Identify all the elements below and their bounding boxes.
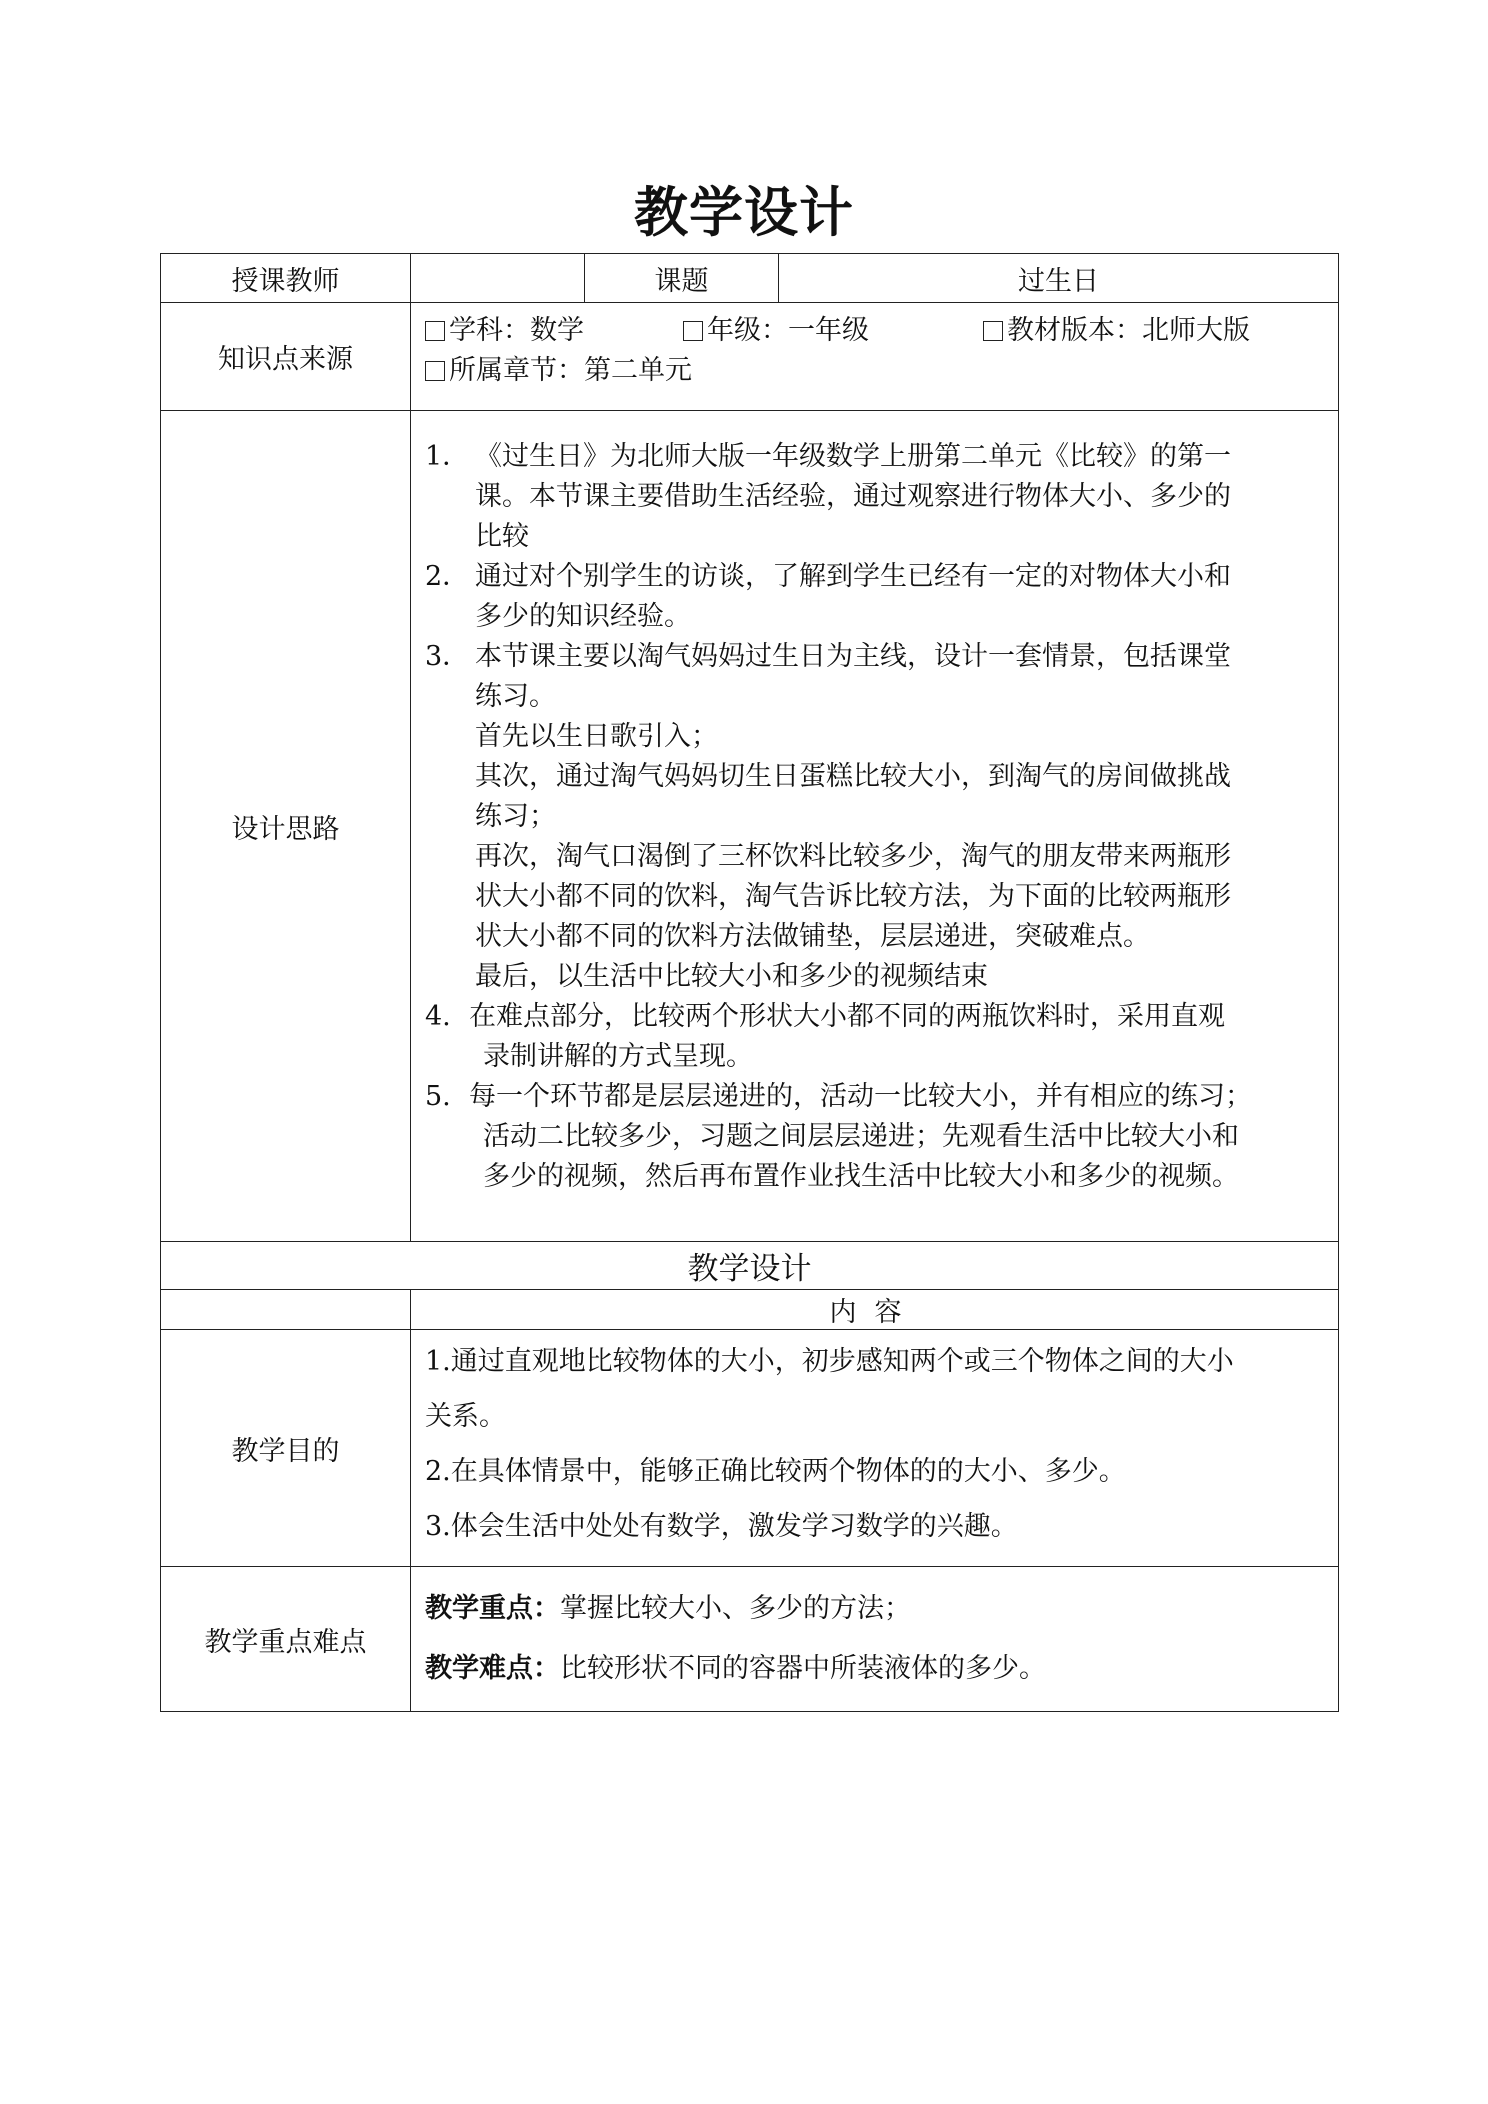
goal-label: 教学目的: [161, 1330, 411, 1567]
teacher-topic-row: [161, 254, 1339, 303]
key-points-label: 教学重点难点: [161, 1567, 411, 1712]
design-line: 多少的知识经验。: [475, 601, 691, 632]
design-item-number: 5.: [425, 1081, 451, 1112]
source-line-2: [425, 351, 1338, 391]
subject-item: [425, 311, 683, 351]
design-item-1: [425, 437, 1324, 557]
goal-line: 关系。: [425, 1401, 506, 1432]
design-item-number: 1．: [425, 441, 470, 472]
design-item-4: [425, 997, 1324, 1077]
content-header-row: [161, 1290, 1339, 1330]
design-line: 多少的视频，然后再布置作业找生活中比较大小和多少的视频。: [483, 1161, 1239, 1192]
goal-line: 1.通过直观地比较物体的大小，初步感知两个或三个物体之间的大小: [425, 1346, 1234, 1377]
knowledge-source-row: [161, 303, 1339, 411]
design-label: 设计思路: [161, 411, 411, 1242]
design-line: 比较: [475, 521, 529, 552]
design-line: 最后，以生活中比较大小和多少的视频结束: [475, 961, 988, 992]
design-item-2: [425, 557, 1324, 637]
source-content: [411, 303, 1339, 411]
edition-item: [983, 311, 1250, 351]
goal-content: [411, 1330, 1339, 1567]
section-title-row: [161, 1242, 1339, 1290]
design-item-number: 3．: [425, 641, 470, 672]
subject-text: 学科：数学: [449, 315, 584, 346]
chapter-item: [425, 351, 692, 391]
chapter-checkbox[interactable]: [425, 361, 445, 381]
grade-text: 年级：一年级: [707, 315, 869, 346]
grade-item: [683, 311, 983, 351]
design-line: 练习。: [475, 681, 556, 712]
content-header-blank: [161, 1290, 411, 1330]
design-line: 《过生日》为北师大版一年级数学上册第二单元《比较》的第一: [475, 441, 1231, 472]
design-item-number: 4.: [425, 1001, 451, 1032]
design-line: 录制讲解的方式呈现。: [483, 1041, 753, 1072]
design-item-number: 2．: [425, 561, 470, 592]
design-idea-row: [161, 411, 1339, 1242]
topic-value: 过生日: [779, 254, 1339, 303]
teacher-value: [411, 254, 585, 303]
goal-line: 3.体会生活中处处有数学，激发学习数学的兴趣。: [425, 1511, 1018, 1542]
goal-line: 2.在具体情景中，能够正确比较两个物体的的大小、多少。: [425, 1456, 1126, 1487]
design-item-3: [425, 637, 1324, 997]
teacher-label: 授课教师: [161, 254, 411, 303]
design-line: 在难点部分，比较两个形状大小都不同的两瓶饮料时，采用直观: [469, 1001, 1225, 1032]
design-line: 再次，淘气口渴倒了三杯饮料比较多少，淘气的朋友带来两瓶形: [475, 841, 1231, 872]
design-line: 通过对个别学生的访谈，了解到学生已经有一定的对物体大小和: [475, 561, 1231, 592]
subject-checkbox[interactable]: [425, 321, 445, 341]
design-line: 活动二比较多少，习题之间层层递进；先观看生活中比较大小和: [483, 1121, 1239, 1152]
lesson-plan-table: [160, 253, 1339, 1712]
key-points-content: [411, 1567, 1339, 1712]
design-item-5: [425, 1077, 1324, 1197]
design-line: 其次，通过淘气妈妈切生日蛋糕比较大小，到淘气的房间做挑战: [475, 761, 1231, 792]
design-line: 练习；: [475, 801, 556, 832]
difficulty-label: 教学难点：: [425, 1653, 560, 1684]
design-line: 本节课主要以淘气妈妈过生日为主线，设计一套情景，包括课堂: [475, 641, 1231, 672]
design-line: 课。本节课主要借助生活经验，通过观察进行物体大小、多少的: [475, 481, 1231, 512]
design-content: [411, 411, 1339, 1242]
grade-checkbox[interactable]: [683, 321, 703, 341]
chapter-text: 所属章节：第二单元: [449, 355, 692, 386]
content-header: 内容: [411, 1290, 1339, 1330]
teaching-goal-row: [161, 1330, 1339, 1567]
key-points-row: [161, 1567, 1339, 1712]
design-line: 每一个环节都是层层递进的，活动一比较大小，并有相应的练习；: [469, 1081, 1252, 1112]
design-line: 状大小都不同的饮料，淘气告诉比较方法，为下面的比较两瓶形: [475, 881, 1231, 912]
edition-checkbox[interactable]: [983, 321, 1003, 341]
difficulty-text: 比较形状不同的容器中所装液体的多少。: [560, 1653, 1046, 1684]
page-title: 教学设计: [634, 181, 854, 244]
section-title: 教学设计: [161, 1242, 1339, 1290]
edition-text: 教材版本：北师大版: [1007, 315, 1250, 346]
design-line: 首先以生日歌引入；: [475, 721, 718, 752]
topic-label: 课题: [585, 254, 779, 303]
focus-text: 掌握比较大小、多少的方法；: [560, 1593, 911, 1624]
source-label: 知识点来源: [161, 303, 411, 411]
source-line-1: [425, 311, 1338, 351]
difficulty-line: [425, 1639, 1324, 1699]
focus-line: [425, 1579, 1324, 1639]
design-line: 状大小都不同的饮料方法做铺垫，层层递进，突破难点。: [475, 921, 1150, 952]
focus-label: 教学重点：: [425, 1593, 560, 1624]
